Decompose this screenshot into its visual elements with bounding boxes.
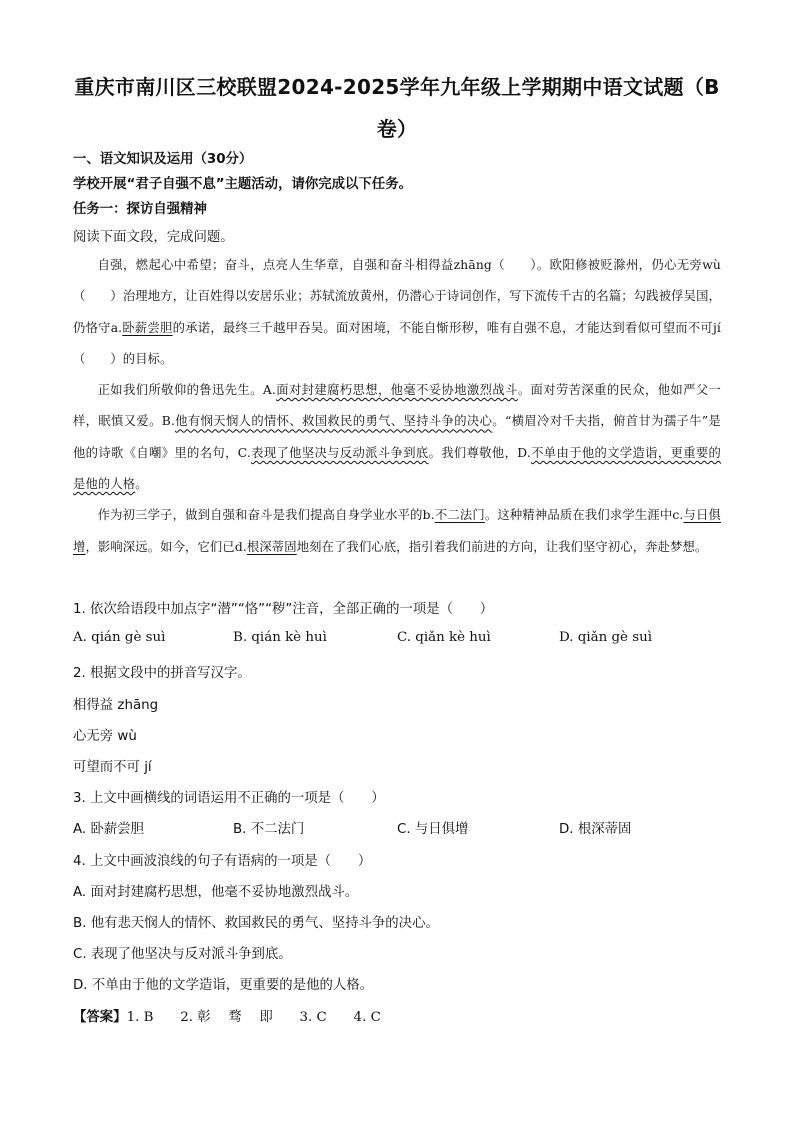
wavy-sentence-a: 面对封建腐朽思想，他毫不妥协地激烈战斗 (275, 383, 518, 398)
underlined-term-b: 不二法门 (434, 508, 485, 523)
intro-task: 学校开展“君子自强不息”主题活动，请你完成以下任务。 (73, 177, 412, 192)
q2-item-3: 可望而不可 jí (73, 760, 152, 775)
task-heading: 任务一：探访自强精神 (73, 202, 207, 217)
answer-text: 1. B 2. 彰 骛 即 3. C 4. C (126, 1010, 381, 1025)
question-2-stem: 2. 根据文段中的拼音写汉字。 (73, 666, 251, 681)
title-line-1: 重庆市南川区三校联盟2024-2025学年九年级上学期期中语文试题（B (74, 75, 720, 99)
q1-option-a: A. qián gè suì (73, 630, 166, 645)
q2-item-1: 相得益 zhāng (73, 698, 159, 713)
q4-option-b: B. 他有悲天悯人的情怀、救国救民的勇气、坚持斗争的决心。 (73, 916, 439, 931)
passage-paragraph-3: 作为初三学子，做到自强和奋斗是我们提高自身学业水平的b.不二法门。这种精神品质在我们求学生涯中c.与日俱增，影响深远。如今，它们已d.根深蒂固地刻在了我们心底，指引着我们前进的方向，让我们坚守初心，奔赴梦想。 (73, 508, 722, 554)
q1-option-c: C. qiǎn kè huì (397, 630, 491, 645)
underlined-term-a: 卧薪尝胆 (122, 320, 173, 335)
section-heading: 一、语文知识及运用（30分） (73, 152, 253, 167)
q1-option-b: B. qián kè huì (233, 630, 327, 645)
reading-passage (73, 250, 721, 563)
answer-label: 【答案】 (73, 1010, 127, 1025)
q4-option-d: D. 不单由于他的文学造诣，更重要的是他的人格。 (73, 978, 374, 993)
q4-option-a: A. 面对封建腐朽思想，他毫不妥协地激烈战斗。 (73, 885, 359, 900)
q4-option-c: C. 表现了他坚决与反对派斗争到底。 (73, 947, 292, 962)
q2-item-2: 心无旁 wù (73, 729, 137, 744)
q3-option-c: C. 与日俱增 (397, 822, 469, 837)
q3-option-a: A. 卧薪尝胆 (73, 822, 144, 837)
q3-option-b: B. 不二法门 (233, 822, 305, 837)
title-line-2: 卷） (376, 117, 418, 141)
question-1-stem: 1. 依次给语段中加点字“潜”“恪”“秽”注音，全部正确的一项是（ ） (73, 602, 494, 617)
wavy-sentence-d: 不单由于他的文学造诣，更重要的是他的人格 (73, 445, 721, 492)
q3-option-d: D. 根深蒂固 (559, 822, 632, 837)
question-3-options (73, 818, 733, 838)
document-title (70, 66, 724, 150)
answer-line (73, 1006, 381, 1025)
reading-instruction: 阅读下面文段，完成问题。 (73, 230, 234, 245)
passage-paragraph-1: 自强，燃起心中希望；奋斗，点亮人生华章，自强和奋斗相得益zhāng（ ）。欧阳修被贬滁州，仍心无旁wù（ ）治理地方，让百姓得以安居乐业；苏轼流放黄州，仍潜心于诗词创作，写下流传千古的名篇；勾践被俘吴国，仍恪守a.卧薪尝胆的承诺，最终三千越甲吞吴。面对困境，不能自惭形秽，唯有自强不息，才能达到看似可望而不可jí（ ）的目标。 (73, 258, 722, 366)
passage-paragraph-2: 正如我们所敬仰的鲁迅先生。A.面对封建腐朽思想，他毫不妥协地激烈战斗。面对劳苦深重的民众，他如严父一样，眠慎又爱。B.他有悯天悯人的情怀、救国救民的勇气、坚持斗争的决心。“横眉冷对千夫指，俯首甘为孺子牛”是他的诗歌《自嘲》里的名句，C.表现了他坚决与反动派斗争到底。我们尊敬他，D.不单由于他的文学造诣，更重要的是他的人格。 (73, 383, 721, 492)
question-1-options (73, 630, 733, 650)
wavy-sentence-b: 他有悯天悯人的情怀、救国救民的勇气、坚持斗争的决心 (175, 414, 493, 429)
q1-option-d: D. qiǎn gè suì (559, 630, 653, 645)
wavy-sentence-c: 表现了他坚决与反动派斗争到底 (250, 445, 429, 460)
underlined-term-d: 根深蒂固 (246, 539, 297, 554)
question-4-stem: 4. 上文中画波浪线的句子有语病的一项是（ ） (73, 854, 372, 869)
underlined-term-c: 与日俱增 (73, 508, 722, 554)
question-3-stem: 3. 上文中画横线的词语运用不正确的一项是（ ） (73, 791, 385, 806)
